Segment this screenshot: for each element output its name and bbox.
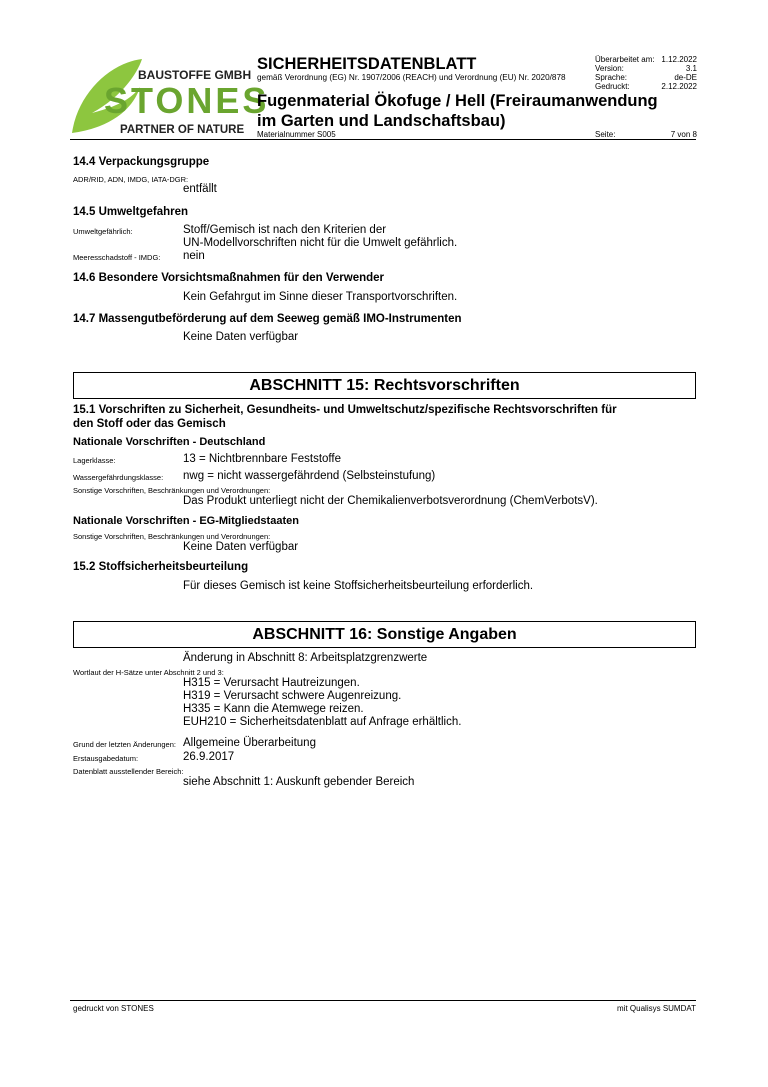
page-value: 7 von 8 [670, 130, 697, 139]
material-number: Materialnummer S005 [257, 130, 336, 139]
label-transport-modes: ADR/RID, ADN, IMDG, IATA-DGR: [73, 175, 189, 184]
product-name-line1: Fugenmaterial Ökofuge / Hell (Freiraumanwendung [257, 92, 658, 110]
footer-left: gedruckt von STONES [73, 1004, 154, 1013]
heading-14-6: 14.6 Besondere Vorsichtsmaßnahmen für den Verwender [73, 272, 385, 284]
value-14-6: Kein Gefahrgut im Sinne dieser Transportvorschriften. [183, 291, 458, 303]
logo-line3: PARTNER OF NATURE [120, 124, 245, 136]
label-marine-pollutant: Meeresschadstoff - IMDG: [73, 253, 161, 262]
value-env-hazard-1: Stoff/Gemisch ist nach den Kriterien der [183, 224, 387, 236]
heading-15-2: 15.2 Stoffsicherheitsbeurteilung [73, 561, 249, 573]
heading-15-1-line2: den Stoff oder das Gemisch [73, 418, 226, 430]
header-rule [70, 139, 696, 140]
page-number [595, 130, 697, 139]
section-16-title: ABSCHNITT 16: Sonstige Angaben [73, 621, 696, 648]
value-packing-group: entfällt [183, 183, 217, 195]
value-lagerklasse: 13 = Nichtbrennbare Feststoffe [183, 453, 342, 465]
document-title: SICHERHEITSDATENBLATT [257, 55, 477, 73]
value-erstausgabe: 26.9.2017 [183, 751, 235, 763]
value-sonstige-eu: Keine Daten verfügbar [183, 541, 299, 553]
label-erstausgabe: Erstausgabedatum: [73, 754, 139, 763]
revision-meta [595, 55, 697, 91]
heading-14-7: 14.7 Massengutbeförderung auf dem Seeweg gemäß IMO-Instrumenten [73, 313, 462, 325]
label-lagerklasse: Lagerklasse: [73, 456, 116, 465]
h-statement: H335 = Kann die Atemwege reizen. [183, 703, 364, 715]
label-bereich: Datenblatt ausstellender Bereich: [73, 767, 184, 776]
meta-value: 2.12.2022 [661, 82, 697, 91]
label-env-hazard: Umweltgefährlich: [73, 227, 133, 236]
meta-value: de-DE [674, 73, 697, 82]
value-wgk: nwg = nicht wassergefährdend (Selbsteinstufung) [183, 470, 436, 482]
meta-value: 3.1 [685, 64, 697, 73]
h-statement: H319 = Verursacht schwere Augenreizung. [183, 690, 402, 702]
value-14-7: Keine Daten verfügbar [183, 331, 299, 343]
value-bereich: siehe Abschnitt 1: Auskunft gebender Bereich [183, 776, 415, 788]
meta-row [595, 55, 697, 64]
meta-label: Überarbeitet am: [595, 55, 655, 64]
heading-national-de: Nationale Vorschriften - Deutschland [73, 436, 266, 448]
label-h-statements: Wortlaut der H-Sätze unter Abschnitt 2 und 3: [73, 668, 224, 677]
logo-line2: STONES [104, 80, 270, 121]
footer-rule [70, 1000, 696, 1001]
label-sonstige: Sonstige Vorschriften, Beschränkungen und Verordnungen: [73, 486, 271, 495]
value-env-hazard-2: UN-Modellvorschriften nicht für die Umwelt gefährlich. [183, 237, 458, 249]
h-statement: H315 = Verursacht Hautreizungen. [183, 677, 360, 689]
meta-row [595, 73, 697, 82]
value-grund: Allgemeine Überarbeitung [183, 737, 316, 749]
heading-national-eu: Nationale Vorschriften - EG-Mitgliedstaaten [73, 515, 299, 527]
h-statement: EUH210 = Sicherheitsdatenblatt auf Anfrage erhältlich. [183, 716, 462, 728]
heading-14-5: 14.5 Umweltgefahren [73, 206, 189, 218]
footer-right: mit Qualisys SUMDAT [617, 1004, 696, 1013]
label-grund: Grund der letzten Änderungen: [73, 740, 176, 749]
meta-label: Sprache: [595, 73, 628, 82]
meta-row [595, 64, 697, 73]
meta-label: Version: [595, 64, 624, 73]
value-sonstige: Das Produkt unterliegt nicht der Chemikalienverbotsverordnung (ChemVerbotsV). [183, 495, 598, 507]
meta-row [595, 82, 697, 91]
meta-label: Gedruckt: [595, 82, 630, 91]
logo-line1: BAUSTOFFE GMBH [138, 68, 252, 82]
stones-logo [70, 57, 270, 137]
product-name [257, 91, 658, 131]
value-change: Änderung in Abschnitt 8: Arbeitsplatzgrenzwerte [183, 652, 428, 664]
label-wgk: Wassergefährdungsklasse: [73, 473, 164, 482]
heading-14-4: 14.4 Verpackungsgruppe [73, 156, 210, 168]
meta-value: 1.12.2022 [661, 55, 697, 64]
heading-15-1-line1: 15.1 Vorschriften zu Sicherheit, Gesundheits- und Umweltschutz/spezifische Rechtsvorschriften für [73, 404, 617, 416]
section-15-title: ABSCHNITT 15: Rechtsvorschriften [73, 372, 696, 399]
document-subtitle: gemäß Verordnung (EG) Nr. 1907/2006 (REACH) und Verordnung (EU) Nr. 2020/878 [257, 73, 566, 82]
value-marine-pollutant: nein [183, 250, 205, 262]
value-15-2: Für dieses Gemisch ist keine Stoffsicherheitsbeurteilung erforderlich. [183, 580, 534, 592]
product-name-line2: im Garten und Landschaftsbau) [257, 112, 506, 130]
label-sonstige-eu: Sonstige Vorschriften, Beschränkungen und Verordnungen: [73, 532, 271, 541]
page-label: Seite: [595, 130, 616, 139]
